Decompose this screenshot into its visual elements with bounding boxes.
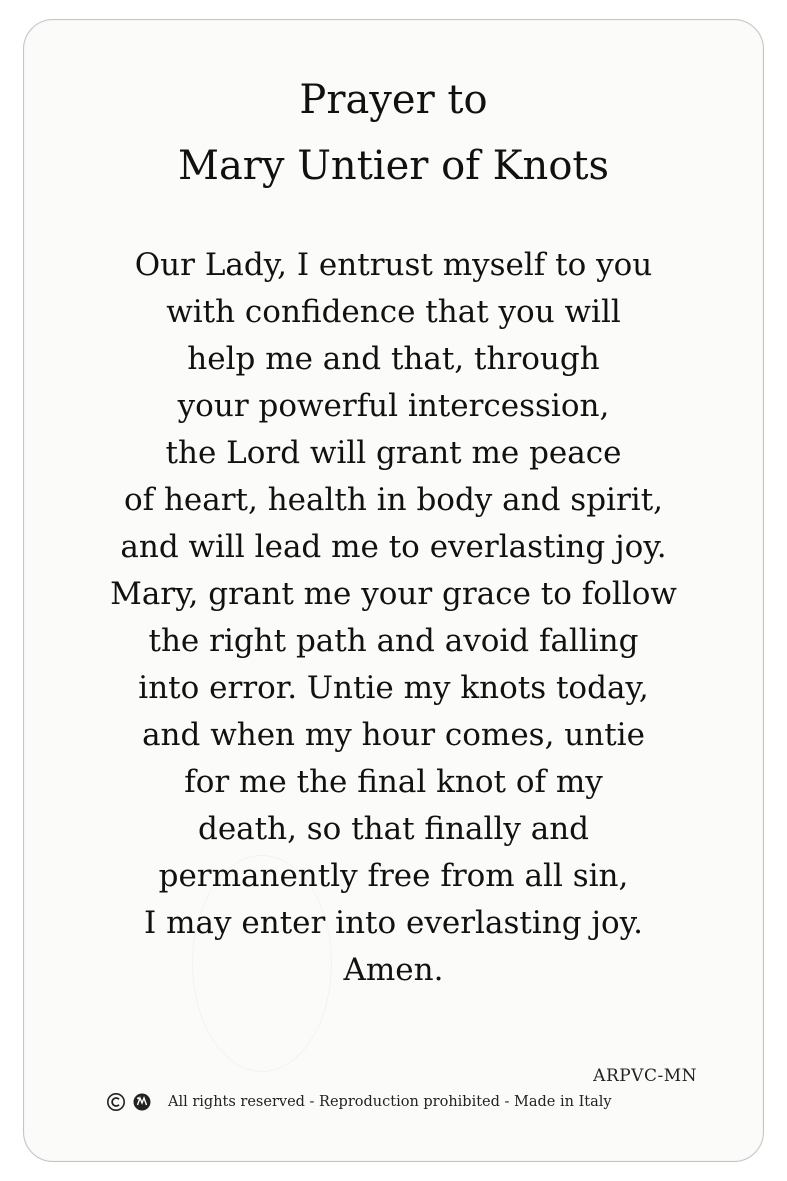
prayer-line: for me the final knot of my xyxy=(184,764,603,800)
prayer-line: permanently free from all sin, xyxy=(158,858,629,894)
prayer-line: I may enter into everlasting joy. xyxy=(144,905,643,941)
prayer-line: and will lead me to everlasting joy. xyxy=(120,529,667,565)
prayer-line: with confidence that you will xyxy=(166,294,621,330)
rights-reserved-text: All rights reserved - Reproduction prohibited - Made in Italy xyxy=(168,1094,612,1110)
prayer-line: the right path and avoid falling xyxy=(148,623,639,659)
prayer-line: Amen. xyxy=(343,952,444,988)
prayer-line: your powerful intercession, xyxy=(177,388,610,424)
title-line-2: Mary Untier of Knots xyxy=(177,143,609,189)
prayer-line: Mary, grant me your grace to follow xyxy=(110,576,677,612)
title-line-1: Prayer to xyxy=(299,77,488,123)
prayer-line: Our Lady, I entrust myself to you xyxy=(134,247,653,283)
prayer-line: death, so that finally and xyxy=(197,811,590,847)
prayer-line: of heart, health in body and spirit, xyxy=(123,482,664,518)
prayer-line: into error. Untie my knots today, xyxy=(138,670,649,706)
publisher-logo-icon xyxy=(132,1092,152,1112)
prayer-line: and when my hour comes, untie xyxy=(142,717,645,753)
product-code: ARPVC-MN xyxy=(593,1066,697,1086)
prayer-line: help me and that, through xyxy=(187,341,600,377)
copyright-icon xyxy=(106,1092,126,1112)
prayer-line: the Lord will grant me peace xyxy=(165,435,622,471)
prayer-body xyxy=(0,242,787,994)
footer-copyright-line xyxy=(106,1092,612,1112)
